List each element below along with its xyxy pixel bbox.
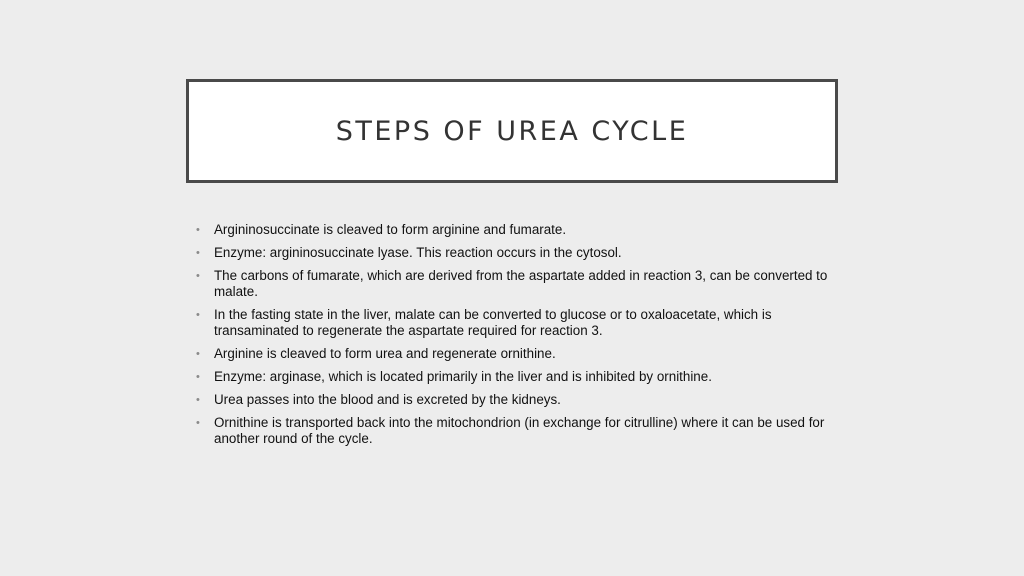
bullet-item bbox=[196, 268, 836, 300]
bullet-dot-icon: • bbox=[196, 348, 200, 360]
bullet-dot-icon: • bbox=[196, 417, 200, 429]
bullet-dot-icon: • bbox=[196, 270, 200, 282]
bullet-text: Enzyme: argininosuccinate lyase. This reaction occurs in the cytosol. bbox=[214, 245, 622, 260]
bullet-item bbox=[196, 392, 836, 408]
bullet-text: Enzyme: arginase, which is located primarily in the liver and is inhibited by ornithine. bbox=[214, 369, 712, 384]
bullet-dot-icon: • bbox=[196, 247, 200, 259]
bullet-item bbox=[196, 222, 836, 238]
bullet-dot-icon: • bbox=[196, 309, 200, 321]
bullet-text: Argininosuccinate is cleaved to form arginine and fumarate. bbox=[214, 222, 567, 237]
bullet-item bbox=[196, 307, 836, 339]
bullet-text: In the fasting state in the liver, malate can be converted to glucose or to oxaloacetate, which is transaminated to regenerate the aspartate required for reaction 3. bbox=[214, 307, 772, 338]
bullet-list bbox=[196, 222, 836, 454]
bullet-item bbox=[196, 369, 836, 385]
bullet-dot-icon: • bbox=[196, 224, 200, 236]
bullet-item bbox=[196, 245, 836, 261]
slide-title: STEPS OF UREA CYCLE bbox=[335, 115, 689, 147]
bullet-text: The carbons of fumarate, which are derived from the aspartate added in reaction 3, can be converted to malate. bbox=[214, 268, 828, 299]
bullet-dot-icon: • bbox=[196, 394, 200, 406]
bullet-item bbox=[196, 415, 836, 447]
bullet-text: Ornithine is transported back into the mitochondrion (in exchange for citrulline) where it can be used for another round of the cycle. bbox=[214, 415, 825, 446]
bullet-item bbox=[196, 346, 836, 362]
bullet-dot-icon: • bbox=[196, 371, 200, 383]
bullet-text: Arginine is cleaved to form urea and regenerate ornithine. bbox=[214, 346, 556, 361]
title-box bbox=[186, 79, 838, 183]
bullet-text: Urea passes into the blood and is excreted by the kidneys. bbox=[214, 392, 561, 407]
